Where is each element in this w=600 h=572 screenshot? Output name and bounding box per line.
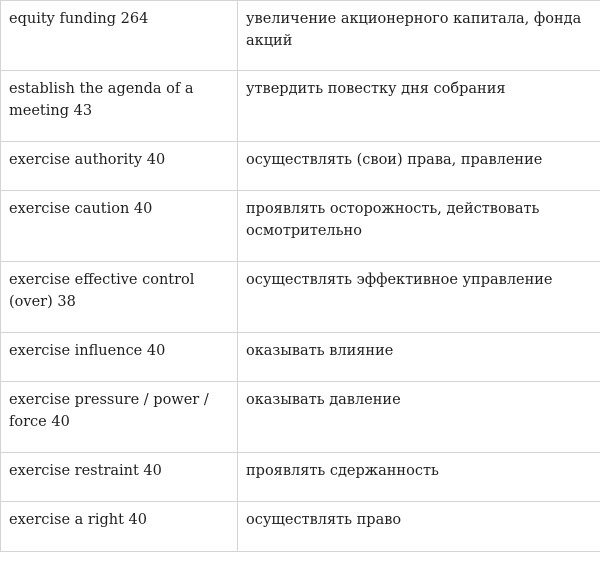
table-row xyxy=(1,382,600,453)
term-cell: exercise influence 40 xyxy=(1,333,238,382)
translation-cell: утвердить повестку дня собрания xyxy=(238,71,600,142)
table-row xyxy=(1,502,600,552)
term-cell: exercise a right 40 xyxy=(1,502,238,552)
term-cell: exercise caution 40 xyxy=(1,191,238,262)
table-row xyxy=(1,71,600,142)
translation-cell: осуществлять право xyxy=(238,502,600,552)
table-row xyxy=(1,1,600,71)
table-row xyxy=(1,191,600,262)
table-row xyxy=(1,262,600,333)
translation-cell: оказывать давление xyxy=(238,382,600,453)
term-cell: establish the agenda of a meeting 43 xyxy=(1,71,238,142)
term-cell: exercise authority 40 xyxy=(1,142,238,191)
translation-cell: оказывать влияние xyxy=(238,333,600,382)
translation-cell: осуществлять (свои) права, правление xyxy=(238,142,600,191)
table-row xyxy=(1,453,600,502)
translation-cell: увеличение акционерного капитала, фонда акций xyxy=(238,1,600,71)
term-cell: exercise pressure / power / force 40 xyxy=(1,382,238,453)
translation-cell: проявлять сдержанность xyxy=(238,453,600,502)
table-row xyxy=(1,333,600,382)
term-cell: exercise restraint 40 xyxy=(1,453,238,502)
term-cell: exercise effective control (over) 38 xyxy=(1,262,238,333)
translation-cell: проявлять осторожность, действовать осмотрительно xyxy=(238,191,600,262)
term-cell: equity funding 264 xyxy=(1,1,238,71)
translation-cell: осуществлять эффективное управление xyxy=(238,262,600,333)
table-row xyxy=(1,142,600,191)
